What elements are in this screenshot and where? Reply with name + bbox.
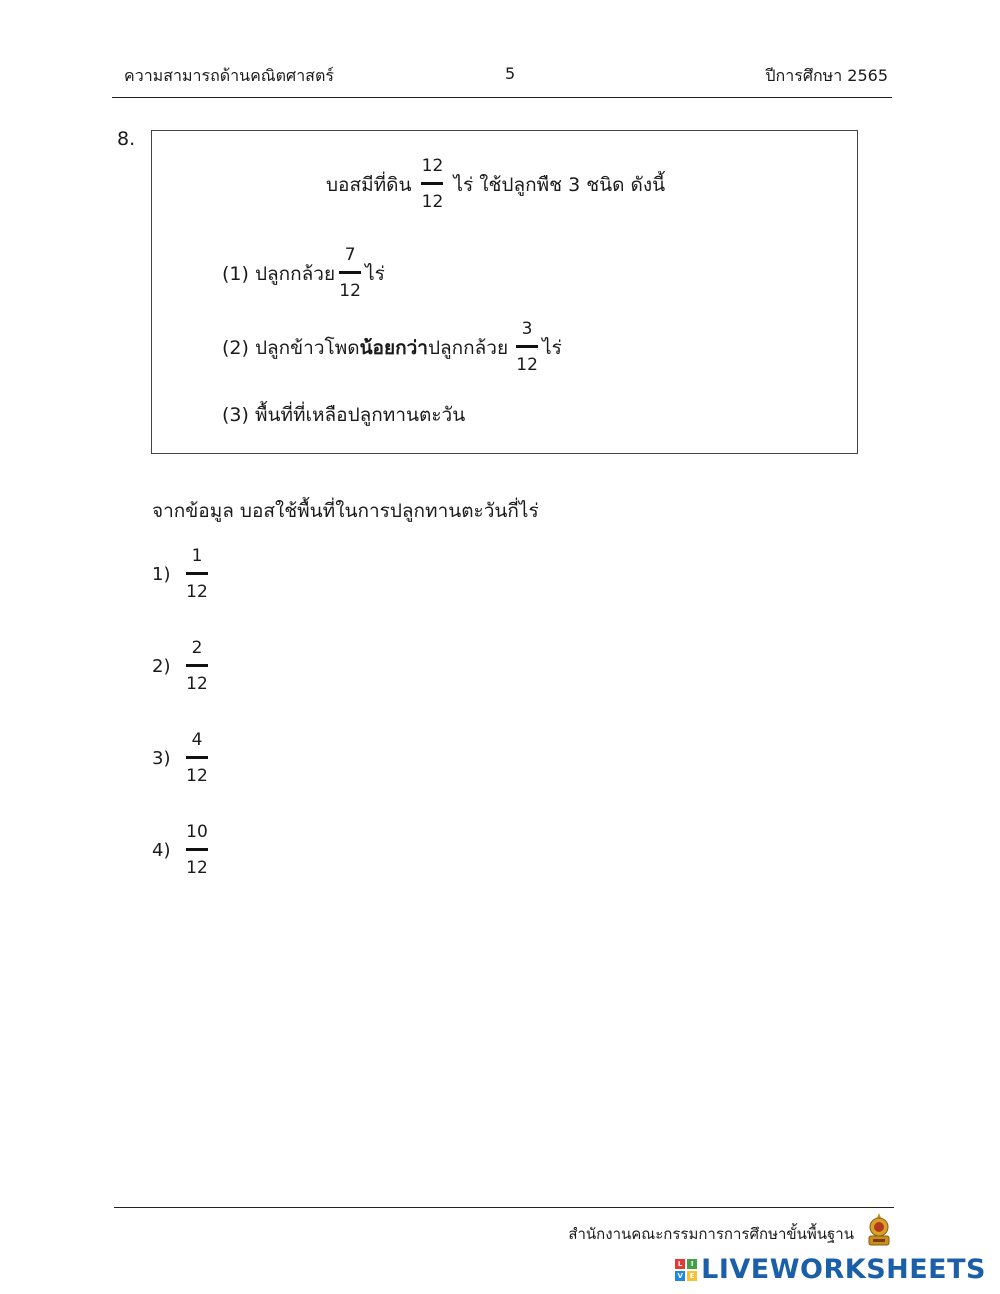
problem-intro [326, 158, 665, 211]
header-divider [112, 97, 892, 98]
page-number: 5 [505, 64, 516, 83]
fraction-numerator: 1 [191, 546, 203, 566]
footer-agency: สำนักงานคณะกรรมการการศึกษาขั้นพื้นฐาน [568, 1225, 854, 1243]
agency-emblem-icon [864, 1212, 894, 1248]
fraction-numerator: 3 [521, 319, 533, 339]
item-text-before: (2) ปลูกข้าวโพด [222, 336, 360, 359]
grid-letter: V [675, 1271, 685, 1281]
item-text-middle: ปลูกกล้วย [427, 336, 509, 359]
fraction-denominator: 12 [186, 766, 208, 786]
liveworksheets-wordmark: LIVEWORKSHEETS [701, 1254, 986, 1285]
problem-item-1 [222, 247, 385, 300]
item-text-before: (1) ปลูกกล้วย [222, 262, 336, 285]
item-text-bold: น้อยกว่า [359, 336, 428, 359]
question-prompt: จากข้อมูล บอสใช้พื้นที่ในการปลูกทานตะวันกี่ไร่ [152, 500, 539, 522]
fraction-numerator: 4 [191, 730, 203, 750]
intro-text-after: ไร่ ใช้ปลูกพืช 3 ชนิด ดังนี้ [453, 173, 666, 196]
grid-letter: E [687, 1271, 697, 1281]
answer-option-3[interactable] [152, 732, 208, 785]
liveworksheets-logo[interactable] [675, 1254, 986, 1285]
fraction-denominator: 12 [421, 192, 444, 212]
fraction-numerator: 12 [421, 156, 444, 176]
grid-letter: I [687, 1259, 697, 1269]
fraction-denominator: 12 [516, 355, 538, 375]
fraction-numerator: 2 [191, 638, 203, 658]
problem-item-3: (3) พื้นที่ที่เหลือปลูกทานตะวัน [222, 404, 466, 426]
option-label: 1) [152, 564, 171, 585]
item-text-after: ไร่ [365, 262, 385, 285]
fraction-numerator: 7 [344, 245, 356, 265]
question-number: 8. [117, 128, 136, 150]
fraction-denominator: 12 [339, 281, 361, 301]
item-fraction [339, 247, 361, 300]
answer-option-1[interactable] [152, 548, 208, 601]
intro-fraction [421, 158, 443, 211]
grid-letter: L [675, 1259, 685, 1269]
item-text-after: ไร่ [542, 336, 562, 359]
option-label: 4) [152, 840, 171, 861]
footer-divider [114, 1207, 894, 1208]
fraction-denominator: 12 [186, 582, 208, 602]
header-year: ปีการศึกษา 2565 [765, 66, 888, 85]
option-label: 3) [152, 748, 171, 769]
liveworksheets-grid-icon [675, 1259, 697, 1281]
intro-text-before: บอสมีที่ดิน [326, 173, 412, 196]
fraction-numerator: 10 [186, 822, 208, 842]
option-fraction [186, 732, 208, 785]
option-fraction [186, 548, 208, 601]
fraction-denominator: 12 [186, 674, 208, 694]
problem-item-2 [222, 321, 562, 374]
header-subject: ความสามารถด้านคณิตศาสตร์ [124, 66, 334, 85]
option-fraction [186, 824, 208, 877]
fraction-denominator: 12 [186, 858, 208, 878]
item-fraction [516, 321, 538, 374]
option-label: 2) [152, 656, 171, 677]
option-fraction [186, 640, 208, 693]
answer-option-4[interactable] [152, 824, 208, 877]
answer-option-2[interactable] [152, 640, 208, 693]
